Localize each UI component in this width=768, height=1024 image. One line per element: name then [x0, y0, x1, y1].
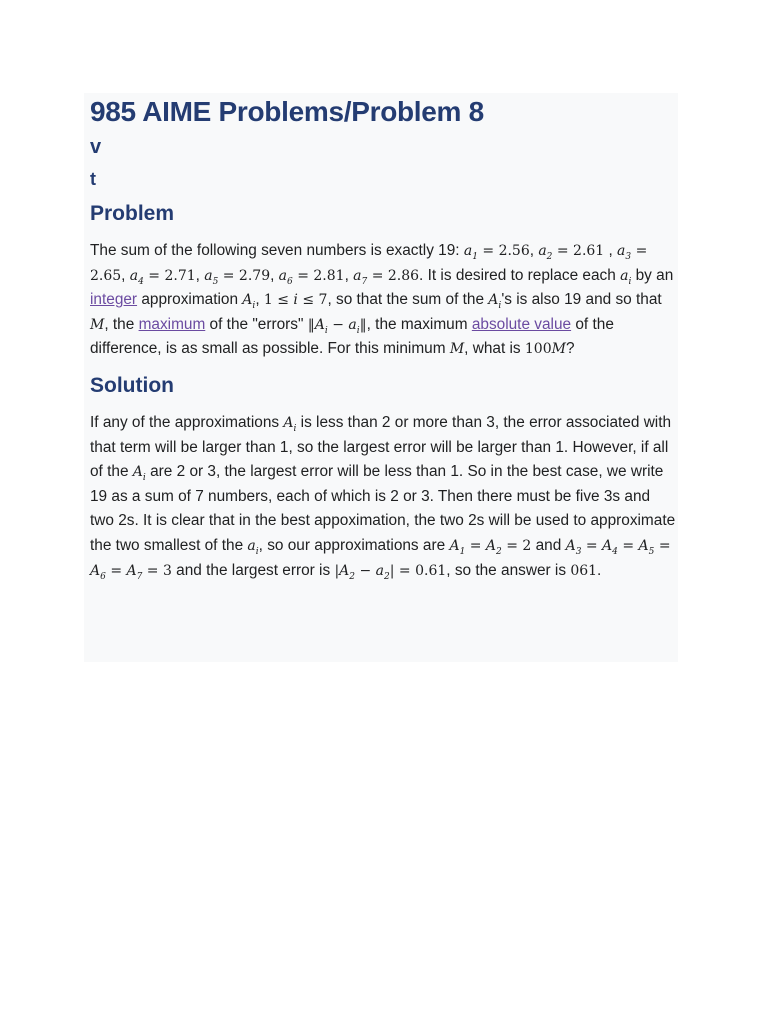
article: [90, 93, 678, 583]
math-formula: $a_1 = 2.56$: [463, 243, 530, 262]
solution-heading: Solution: [90, 373, 174, 397]
math-formula: $a_5 = 2.79$: [204, 267, 271, 287]
math-formula: 1 ≤ i ≤ 7: [263, 292, 328, 309]
problem-text-12: ?: [565, 340, 575, 358]
solution-text-7: , so the answer is: [446, 561, 571, 579]
math-formula: $a_6 = 2.81$: [278, 267, 345, 287]
math-formula: $a_2 = 2.61$: [538, 243, 605, 262]
math-formula: M: [449, 341, 465, 358]
math-formula: $A_i$: [132, 464, 146, 483]
math-formula: $A_i$: [283, 414, 297, 434]
problem-text-9: , the maximum: [366, 315, 472, 333]
solution-text-1: If any of the approximations: [90, 413, 284, 431]
math-formula: $a_3 = 2.65$: [90, 243, 648, 284]
math-formula: $a_i$: [247, 537, 259, 557]
math-formula: $A_1 = A_2 = 2$: [449, 537, 532, 557]
math-formula: $|A_2 - a_2| = 0.61$: [334, 562, 447, 582]
problem-text-7: , the: [104, 315, 139, 333]
problem-heading: Problem: [90, 202, 175, 225]
math-formula: $a_7 = 2.86$: [353, 267, 420, 287]
problem-text-5: , so that the sum of the: [327, 291, 489, 309]
math-formula: 061: [570, 562, 598, 579]
page-title: 985 AIME Problems/Problem 8: [90, 96, 484, 127]
math-formula: $‖A_i$ − $a_i‖$: [307, 316, 367, 336]
math-formula: $A_3 = A_4 = A_5 = A_6 = A_7 = 3$: [90, 537, 671, 582]
solution-text-6: and the largest error is: [171, 561, 335, 579]
integer-link[interactable]: integer: [90, 291, 138, 309]
math-formula: $A_i$: [488, 292, 502, 311]
math-formula: $a_4 = 2.71$: [129, 267, 196, 287]
problem-text-3: by an: [631, 266, 674, 284]
math-formula: $a_i$: [620, 267, 632, 287]
problem-text-10: of the difference, is as small as possible. For this minimum: [90, 315, 614, 358]
nav-view-link[interactable]: v: [90, 136, 102, 158]
nav-talk-link[interactable]: t: [90, 169, 96, 189]
problem-text-11: , what is: [464, 340, 525, 358]
problem-text-4: approximation: [137, 291, 243, 309]
problem-text: The sum of the following seven numbers is exactly 19: $a_1 = 2.56$, $a_2 = 2.61$ , $a_3 = 2.65$, $a_4 = 2.71$, $a_5 = 2.79$, $a_6 = 2.81$, $a_7 = 2.86$. It is desired to replace each $a_i$ by an integer approximation $A_i$, 1 ≤ i ≤ 7, so that the sum of the $A_i's$ is also 19 and so that M, the maximum of the "errors" $‖A_i$ − $a_i‖$, the maximum absolute value of the difference, is as small as possible. For this minimum M, what is 100M?: [90, 242, 674, 358]
math-formula: $A_i$: [242, 292, 256, 311]
solution-text-3: are 2 or 3, the largest error will be less than 1. So in the best case, we write 19 as a sum of 7 numbers, each of which is 2 or 3. Then there must be five 3s and two 2s. It is clear that in the best appoximation, the two 2s will be used to approximate the two smallest of the: [90, 463, 676, 554]
problem-text-6: 's is also 19 and so that: [501, 291, 662, 309]
solution-text-4: , so our approximations are: [258, 536, 450, 554]
math-formula: M: [90, 316, 105, 333]
math-formula: 100M: [524, 341, 566, 358]
problem-text-1: The sum of the following seven numbers is exactly 19:: [90, 242, 464, 259]
solution-text: [90, 411, 678, 583]
problem-text-8: of the "errors": [205, 315, 308, 333]
problem-text-2: . It is desired to replace each: [419, 266, 621, 284]
maximum-link[interactable]: maximum: [138, 315, 206, 333]
absolute-value-link[interactable]: absolute value: [471, 315, 572, 333]
solution-text-5: and: [531, 536, 566, 554]
solution-text-2: is less than 2 or more than 3, the error associated with that term will be larger than 1, so the largest error will be larger than 1. However, if all of the: [90, 413, 672, 481]
solution-text-8: .: [597, 561, 602, 579]
